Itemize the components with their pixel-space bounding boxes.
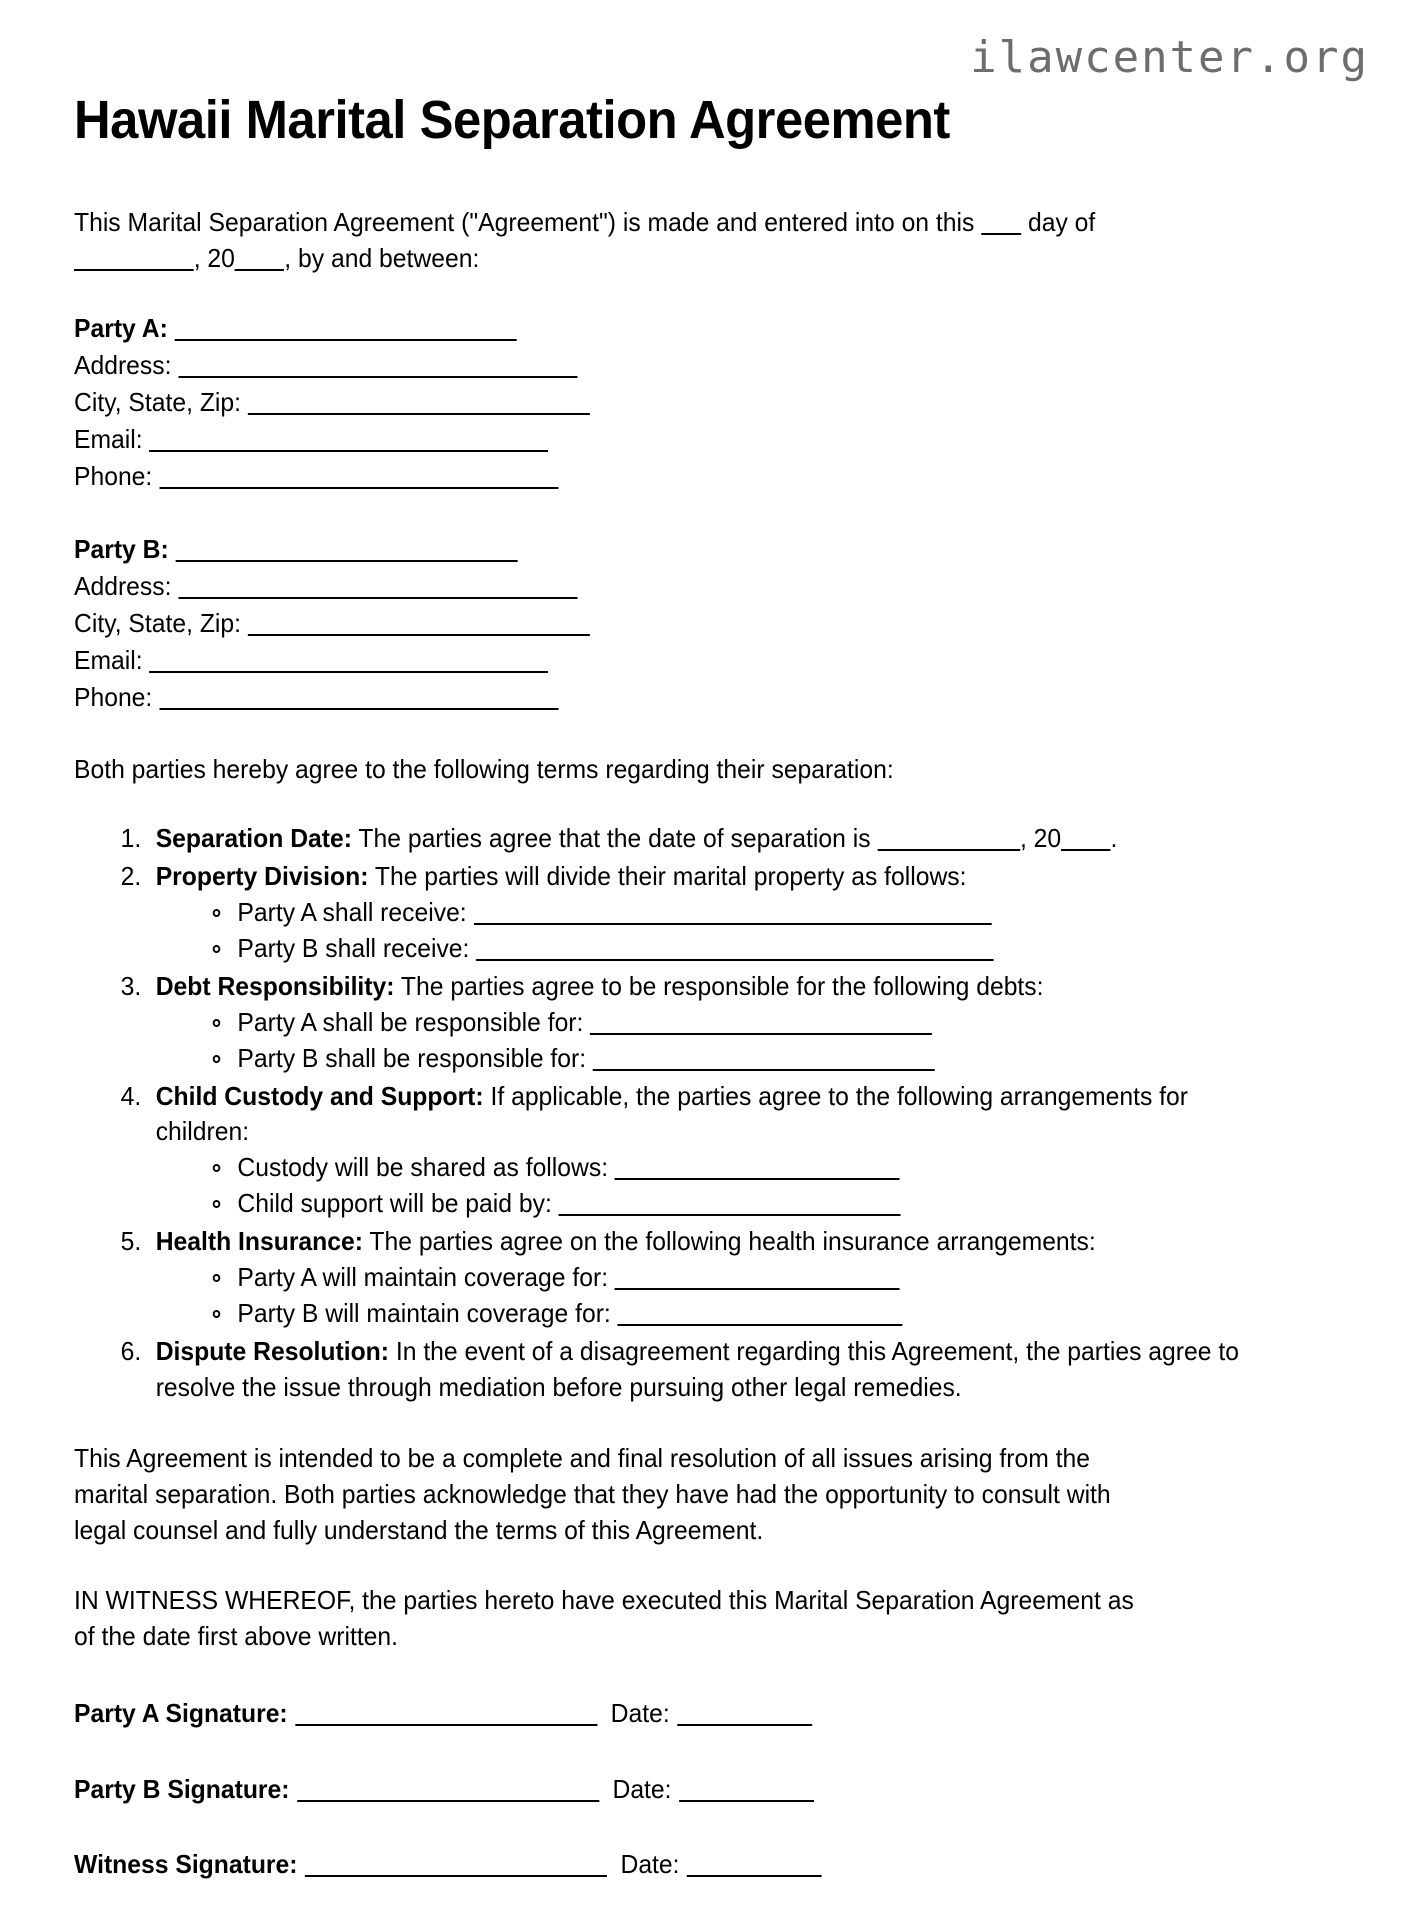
party-a-email-label: Email:: [74, 424, 143, 455]
witness-date-label: Date:: [620, 1849, 680, 1880]
term-4-sublist: [156, 1150, 1269, 1222]
party-b-block: [74, 531, 1276, 716]
term-item-health-insurance: [148, 1224, 1269, 1332]
party-a-label: Party A:: [74, 313, 168, 344]
witness-signature-row: [74, 1848, 1276, 1882]
term-1-body: The parties agree that the date of separation is: [358, 823, 871, 854]
term-6-body: In the event of a disagreement regarding this Agreement, the parties agree to resolve the issue through mediation before pursuing other legal remedies.: [155, 1335, 1239, 1402]
party-b-city-label: City, State, Zip:: [74, 607, 242, 638]
intro-text-part4: , by and between:: [284, 242, 480, 273]
term-item-property-division: [148, 859, 1269, 967]
party-b-phone-label: Phone:: [74, 681, 153, 712]
party-a-email-blank[interactable]: [150, 450, 549, 452]
party-b-city-blank[interactable]: [248, 634, 590, 636]
party-b-phone-blank[interactable]: [159, 708, 558, 710]
list-item: [209, 1041, 1269, 1077]
list-item: [209, 1186, 1269, 1222]
party-a-city-line: [74, 384, 1276, 421]
term-item-child-custody: [148, 1079, 1269, 1223]
party-a-debt-blank[interactable]: [590, 1033, 932, 1035]
term-5-sublist: [156, 1260, 1269, 1332]
term-2-body: The parties will divide their marital property as follows:: [374, 861, 967, 892]
list-item: [209, 1260, 1269, 1296]
site-watermark: ilawcenter.org: [970, 32, 1369, 83]
party-b-signature-label: Party B Signature:: [74, 1773, 290, 1804]
party-b-email-line: [74, 642, 1276, 679]
term-1-title: Separation Date:: [155, 823, 352, 854]
term-2-text: [156, 861, 967, 891]
intro-day-blank[interactable]: [981, 233, 1021, 235]
intro-text-part1: This Marital Separation Agreement ("Agreement") is made and entered into on this: [74, 206, 975, 237]
term-2-sublist: [156, 895, 1269, 967]
party-a-block: [74, 310, 1276, 495]
page-title: Hawaii Marital Separation Agreement: [74, 90, 950, 150]
intro-month-blank[interactable]: [74, 269, 194, 271]
signature-block: [74, 1697, 1339, 1882]
agreement-lead-in: Both parties hereby agree to the following terms regarding their separation:: [74, 753, 894, 784]
term-1-after: .: [1110, 823, 1118, 854]
party-a-phone-blank[interactable]: [159, 487, 558, 489]
term-3-title: Debt Responsibility:: [155, 970, 395, 1001]
party-a-signature-label: Party A Signature:: [74, 1697, 288, 1728]
party-b-signature-row: [74, 1773, 1276, 1807]
party-a-receive-blank[interactable]: [474, 923, 992, 925]
party-b-coverage-blank[interactable]: [618, 1324, 903, 1326]
term-4-sub-1-label: Child support will be paid by:: [237, 1188, 552, 1219]
party-a-phone-line: [74, 458, 1276, 495]
term-2-sub-0-label: Party A shall receive:: [237, 897, 467, 928]
term-1-mid: , 20: [1019, 823, 1062, 854]
party-a-phone-label: Phone:: [74, 461, 153, 492]
party-b-name-blank[interactable]: [176, 560, 518, 562]
witness-signature-blank[interactable]: [305, 1875, 607, 1877]
party-a-address-label: Address:: [74, 350, 172, 381]
term-4-title: Child Custody and Support:: [155, 1080, 484, 1111]
party-a-city-label: City, State, Zip:: [74, 387, 242, 418]
party-b-receive-blank[interactable]: [476, 959, 994, 961]
party-b-signature-blank[interactable]: [297, 1800, 599, 1802]
separation-year-blank[interactable]: [1061, 849, 1110, 851]
term-item-debt-responsibility: [148, 969, 1269, 1077]
term-1-text: [156, 823, 1118, 853]
term-5-sub-0-label: Party A will maintain coverage for:: [237, 1261, 609, 1292]
witness-paragraph: IN WITNESS WHEREOF, the parties hereto have executed this Marital Separation Agreement as of the date first above written.: [74, 1585, 1134, 1651]
party-a-signature-row: [74, 1697, 1276, 1731]
term-6-text: [156, 1336, 1239, 1402]
term-5-title: Health Insurance:: [155, 1226, 363, 1256]
party-b-label: Party B:: [74, 533, 169, 564]
separation-date-blank[interactable]: [877, 849, 1020, 851]
closing-paragraph: This Agreement is intended to be a complete and final resolution of all issues arising from the marital separation. Both parties acknowledge that they have had the opportunity to consult with legal counsel and fully understand the terms of this Agreement.: [74, 1443, 1111, 1546]
intro-year-blank[interactable]: [235, 269, 284, 271]
list-item: [209, 1005, 1269, 1041]
party-a-date-blank[interactable]: [677, 1724, 812, 1726]
terms-list: [74, 821, 1269, 1405]
term-4-sub-0-label: Custody will be shared as follows:: [237, 1152, 609, 1183]
term-2-sub-1-label: Party B shall receive:: [237, 933, 470, 963]
party-b-address-blank[interactable]: [178, 597, 577, 599]
list-item: [209, 1150, 1269, 1186]
party-a-name-blank[interactable]: [175, 339, 517, 341]
party-a-signature-blank[interactable]: [295, 1724, 597, 1726]
term-4-text: [156, 1081, 1188, 1147]
term-5-text: [156, 1226, 1096, 1256]
party-a-date-label: Date:: [610, 1697, 670, 1728]
term-3-body: The parties agree to be responsible for the following debts:: [400, 970, 1044, 1001]
intro-text-part3: , 20: [193, 242, 235, 273]
list-item: [209, 895, 1269, 931]
party-a-city-blank[interactable]: [248, 413, 590, 415]
party-a-heading-line: [74, 310, 1276, 347]
list-item: [209, 1296, 1269, 1332]
term-3-sublist: [156, 1005, 1269, 1077]
party-a-email-line: [74, 421, 1276, 458]
document-content: [74, 92, 1339, 1924]
intro-text-part2: day of: [1027, 206, 1096, 237]
party-b-city-line: [74, 605, 1276, 642]
party-b-date-label: Date:: [612, 1773, 672, 1804]
party-b-phone-line: [74, 679, 1276, 716]
child-support-paid-by-blank[interactable]: [559, 1214, 901, 1216]
term-2-title: Property Division:: [155, 861, 369, 892]
term-3-sub-0-label: Party A shall be responsible for:: [237, 1006, 584, 1037]
witness-signature-label: Witness Signature:: [74, 1849, 298, 1880]
intro-paragraph: [74, 205, 1148, 277]
term-item-separation-date: [148, 821, 1269, 857]
party-b-debt-blank[interactable]: [593, 1069, 935, 1071]
term-item-dispute-resolution: [148, 1334, 1269, 1406]
term-3-text: [156, 971, 1044, 1001]
party-a-coverage-blank[interactable]: [615, 1288, 900, 1290]
custody-shared-blank[interactable]: [615, 1178, 900, 1180]
term-5-body: The parties agree on the following health insurance arrangements:: [369, 1226, 1096, 1256]
party-b-date-blank[interactable]: [679, 1800, 814, 1802]
list-item: [209, 931, 1269, 967]
term-4-body: If applicable, the parties agree to the following arrangements for children:: [155, 1080, 1189, 1147]
term-3-sub-1-label: Party B shall be responsible for:: [237, 1042, 587, 1073]
witness-date-blank[interactable]: [687, 1875, 822, 1877]
party-b-email-label: Email:: [74, 644, 143, 675]
party-b-address-line: [74, 568, 1276, 605]
party-a-address-line: [74, 347, 1276, 384]
party-a-address-blank[interactable]: [178, 376, 577, 378]
term-6-title: Dispute Resolution:: [155, 1335, 389, 1366]
term-5-sub-1-label: Party B will maintain coverage for:: [237, 1297, 611, 1328]
party-b-address-label: Address:: [74, 570, 172, 601]
party-b-heading-line: [74, 531, 1276, 568]
party-b-email-blank[interactable]: [150, 671, 549, 673]
